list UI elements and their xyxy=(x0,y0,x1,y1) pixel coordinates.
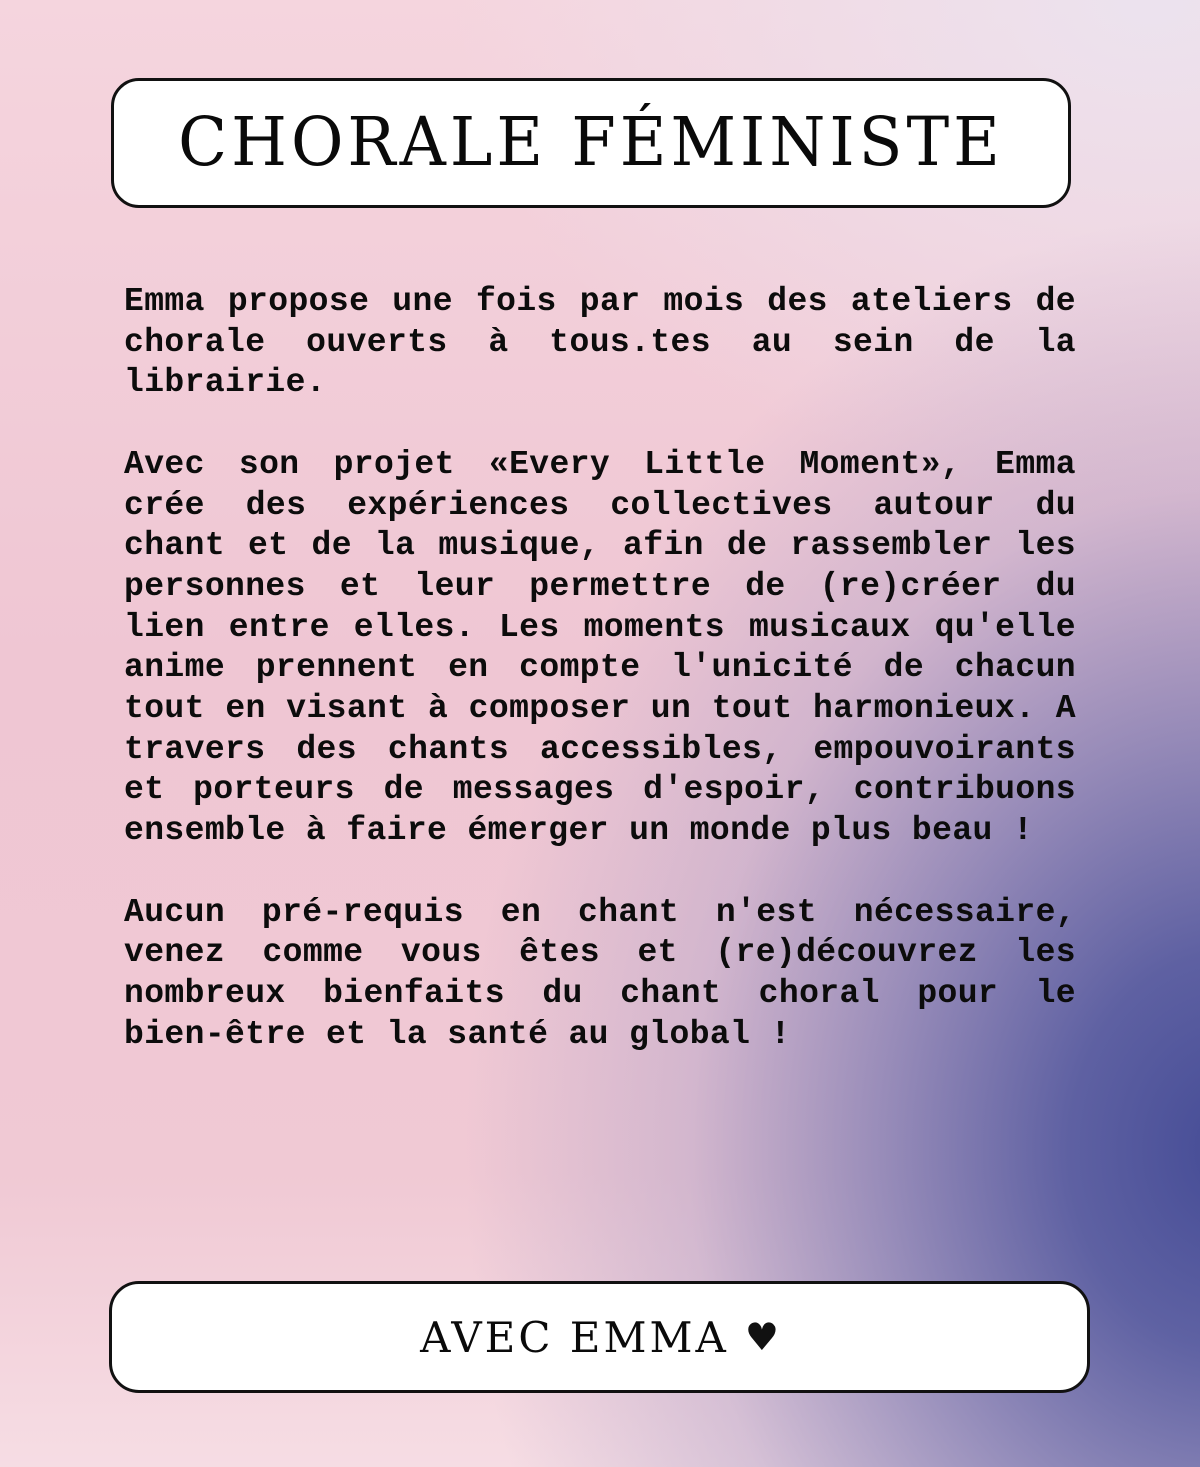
page-title: CHORALE FÉMINISTE xyxy=(178,104,1004,182)
footer-label: AVEC EMMA xyxy=(420,1312,729,1362)
title-box xyxy=(111,78,1071,208)
intro-paragraph: Emma propose une fois par mois des ateliers de chorale ouverts à tous.tes au sein de la librairie. xyxy=(124,283,1076,402)
description xyxy=(124,282,1076,1096)
heart-icon: ♥ xyxy=(744,1315,779,1359)
prerequisites-paragraph: Aucun pré-requis en chant n'est nécessaire, venez comme vous êtes et (re)découvrez les nombreux bienfaits du chant choral pour le bien-être et la santé au global ! xyxy=(124,893,1076,1053)
footer-box xyxy=(109,1281,1090,1393)
project-paragraph: Avec son projet «Every Little Moment», Emma crée des expériences collectives autour du chant et de la musique, afin de rassembler les personnes et leur permettre de (re)créer du lien entre elles. Les moments musicaux qu'elle anime prennent en compte l'unicité de chacun tout en visant à composer un tout harmonieux. A travers des chants accessibles, empouvoirants et porteurs de messages d'espoir, contribuons ensemble à faire émerger un monde plus beau ! xyxy=(124,445,1076,850)
